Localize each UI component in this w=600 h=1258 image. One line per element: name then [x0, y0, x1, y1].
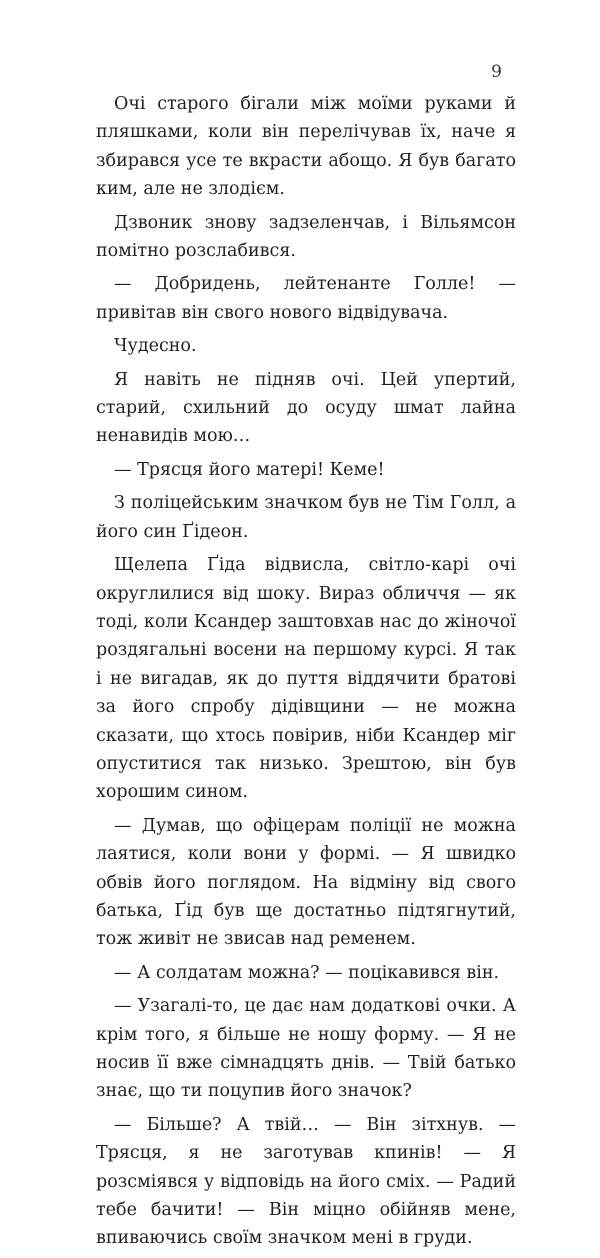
paragraph-4: Чудесно.	[114, 336, 197, 357]
paragraph-9: — Думав, що офіцерам поліції не можна лаятися, коли вони у формі. — Я швидко обвів його поглядом. На відміну від свого батька, Ґід був ще достатньо підтягнутий, тож живіт не звисав над ременем.	[96, 815, 516, 950]
paragraph-2: Дзвоник знову задзеленчав, і Вільямсон помітно розслабився.	[96, 212, 516, 262]
paragraph-8: Щелепа Ґіда відвисла, світло-карі очі округлилися від шоку. Вираз обличчя — як тоді, коли Ксандер заштовхав нас до жіночої роздягальні восени на першому курсі. Я так і не вигадав, як до пуття віддячити братові за його спробу дідівщини — не можна сказати, що хтось повірив, ніби Ксандер міг опуститися так низько. Зрештою, він був хорошим сином.	[96, 555, 516, 803]
paragraph-11: — Узагалі-то, це дає нам додаткові очки. А крім того, я більше не ношу форму. — Я не носив її вже сімнадцять днів. — Твій батько знає, що ти поцупив його значок?	[96, 996, 516, 1102]
paragraph-7: З поліцейським значком був не Тім Голл, а його син Ґідеон.	[96, 493, 516, 542]
paragraph-1: Очі старого бігали між моїми руками й пляшками, коли він перелічував їх, наче я збирався усе те вкрасти абощо. Я був багато ким, але не злодієм.	[96, 94, 516, 200]
page-number: 9	[491, 62, 502, 82]
paragraph-3: — Добридень, лейтенанте Голле! — привітав він свого нового відвідувача.	[96, 274, 516, 323]
paragraph-10: — А солдатам можна? — поцікавився він.	[114, 962, 500, 983]
paragraph-6: — Трясця його матері! Кеме!	[114, 459, 385, 480]
body-text	[96, 90, 516, 1258]
paragraph-12: — Більше? А твій… — Він зітхнув. — Трясця, я не заготував кпинів! — Я розсміявся у відповідь на його сміх. — Радий тебе бачити! — Він міцно обійняв мене, впиваючись своїм значком мені в груди.	[96, 1114, 516, 1249]
paragraph-5: Я навіть не підняв очі. Цей упертий, старий, схильний до осуду шмат лайна ненавидів мою…	[96, 369, 516, 447]
